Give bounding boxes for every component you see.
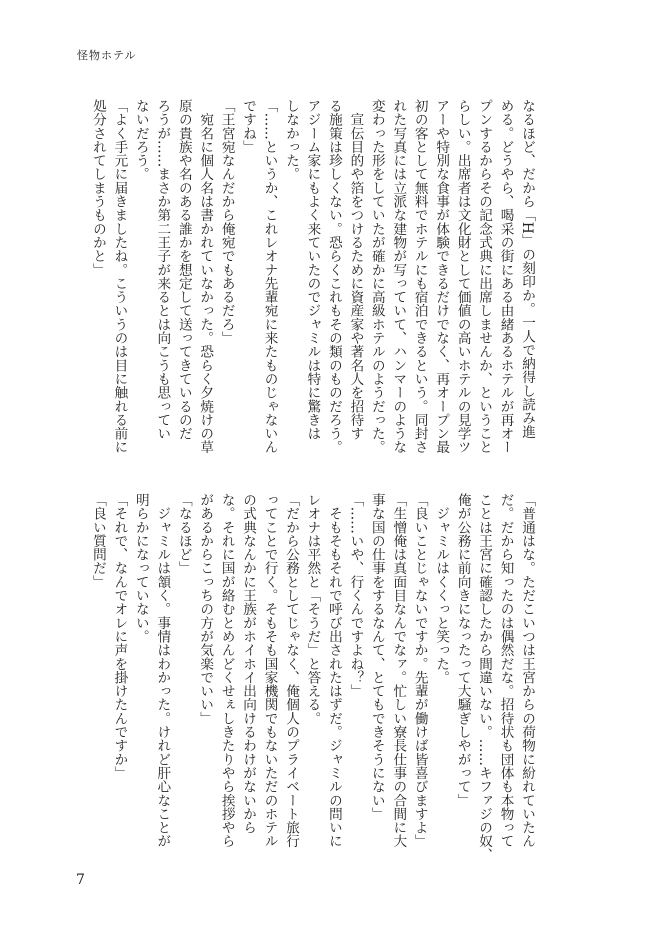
text-line: ですね」 [240, 99, 257, 154]
text-line: しなかった。 [283, 99, 300, 181]
text-line: ってことで行く。そもそも国家機関でもないただのホテル [261, 493, 278, 848]
text-line: アーや特別な食事が体験できるだけでなく、再オープン最 [433, 99, 450, 454]
text-line: だ。だから知ったのは偶然だな。招待状も団体も本物って [497, 493, 514, 848]
text-tier-bottom [86, 493, 537, 862]
text-line: める。どうやら、喝采の街にある由緒あるホテルが再オー [497, 99, 514, 454]
text-line: ことは王宮に確認したから間違いない。……キファジの奴、 [476, 493, 493, 862]
text-line: 事な国の仕事をするなんて、とてもできそうにない」 [368, 493, 385, 821]
text-line: 俺が公務に前向きになったって大騒ぎしやがって」 [454, 493, 471, 807]
text-line: 「王宮宛なんだから俺宛でもあるだろ」 [218, 99, 235, 345]
running-title: 怪物ホテル [77, 49, 137, 62]
text-line: 原の貴族や名のある誰かを想定して送ってきているのだ [175, 99, 192, 441]
text-line: 処分されてしまうものかと」 [89, 99, 106, 277]
text-line: ジャミルは頷く。事情はわかった。けれど肝心なことが [154, 493, 171, 848]
text-line: な。それに国が絡むとめんどくせぇしきたりやら挨拶やら [218, 493, 235, 848]
text-line: らしい。出席者は文化財として価値の高いホテルの見学ツ [454, 99, 471, 454]
text-line: 「良い質問だ」 [89, 493, 106, 589]
text-line: 「普通はな。ただこいつは王宮からの荷物に紛れていたん [519, 493, 535, 848]
page-number: 7 [76, 872, 85, 888]
text-tier-top [86, 99, 537, 461]
text-line: る施策は珍しくない。恐らくこれもその類のものだろう。 [325, 99, 342, 454]
text-line: 宣伝目的や箔をつけるために資産家や著名人を招待す [347, 99, 364, 441]
text-line: アジーム家にもよく来ていたのでジャミルは特に驚きは [304, 99, 321, 441]
text-line: 変わった形をしていたが確かに高級ホテルのようだった。 [368, 99, 385, 454]
text-line: があるからこっちの方が気楽でいい」 [197, 493, 214, 726]
text-line: レオナは平然と「そうだ」と答える。 [304, 493, 321, 726]
text-line: の式典なんかに王族がホイホイ出向けるわけがないから [240, 493, 257, 835]
text-line: プンするからその記念式典に出席しませんか、ということ [476, 99, 493, 454]
text-line: ろうが……まさか第二王子が来るとは向こうも思ってい [154, 99, 171, 441]
text-line: 「良いことじゃないですか。先輩が働けば皆喜びますよ」 [411, 493, 428, 848]
text-line: 「だから公務としてじゃなく、俺個人のプライベート旅行 [283, 493, 300, 848]
text-line: 明らかになっていない。 [132, 493, 149, 644]
text-line: 宛名に個人名は書かれていなかった。恐らく夕焼けの草 [197, 99, 214, 454]
text-line: 「なるほど」 [175, 493, 192, 575]
text-line: 「よく手元に届きましたね。こういうのは目に触れる前に [111, 99, 128, 454]
text-line: 「……というか、これレオナ先輩宛に来たものじゃないん [261, 99, 278, 454]
text-line: 「生憎俺は真面目なんでなァ。忙しい寮長仕事の合間に大 [390, 493, 407, 848]
text-line: 「……いや、行くんですよね？」 [347, 493, 364, 698]
text-line: れた写真には立派な建物が写っていて、ハンマーのような [390, 99, 407, 454]
text-line: そもそもそれで呼び出されたはずだ。ジャミルの問いに [325, 493, 342, 848]
text-line: ジャミルはくくっと笑った。 [433, 493, 450, 685]
text-line: ないだろう。 [132, 99, 149, 181]
text-line: 初の客として無料でホテルにも宿泊できるという。同封さ [411, 99, 428, 454]
text-line: なるほど、だから「H」の刻印か。一人で納得し読み進 [519, 99, 535, 439]
text-line: 「それで、なんでオレに声を掛けたんですか」 [111, 493, 128, 780]
